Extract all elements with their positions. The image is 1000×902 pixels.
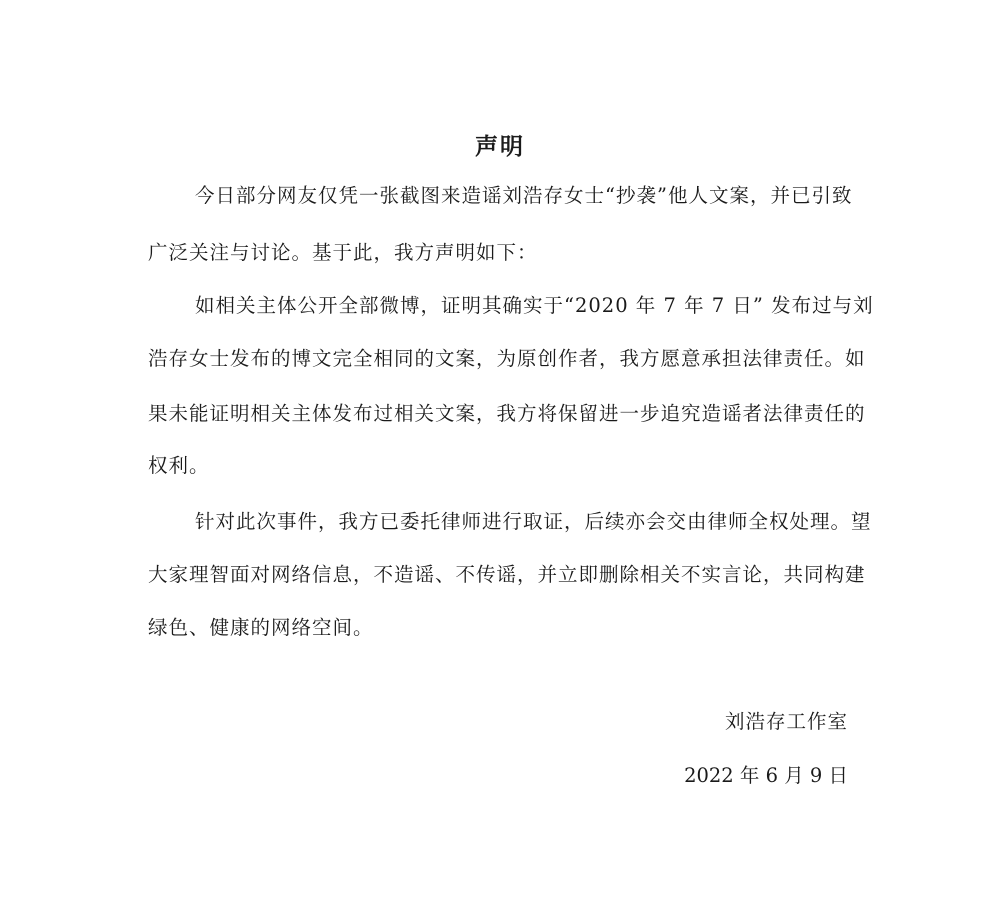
signature: 刘浩存工作室 xyxy=(724,710,848,733)
paragraph-1-line-2: 广泛关注与讨论。基于此，我方声明如下： xyxy=(148,241,538,264)
paragraph-2-line-2: 浩存女士发布的博文完全相同的文案，为原创作者，我方愿意承担法律责任。如 xyxy=(148,347,866,370)
paragraph-3-line-2: 大家理智面对网络信息，不造谣、不传谣，并立即删除相关不实言论，共同构建 xyxy=(148,563,866,586)
paragraph-2-line-3: 果未能证明相关主体发布过相关文案，我方将保留进一步追究造谣者法律责任的 xyxy=(148,402,866,425)
paragraph-3-line-1: 针对此次事件，我方已委托律师进行取证，后续亦会交由律师全权处理。望 xyxy=(195,510,872,533)
document-title: 声明 xyxy=(475,134,525,160)
paragraph-2-line-1: 如相关主体公开全部微博，证明其确实于“2020 年 7 年 7 日” 发布过与刘 xyxy=(195,294,874,317)
paragraph-3-line-3: 绿色、健康的网络空间。 xyxy=(148,616,374,639)
paragraph-1-line-1: 今日部分网友仅凭一张截图来造谣刘浩存女士“抄袭”他人文案，并已引致 xyxy=(195,184,853,207)
paragraph-2-line-4: 权利。 xyxy=(148,454,210,477)
date: 2022 年 6 月 9 日 xyxy=(684,764,848,787)
